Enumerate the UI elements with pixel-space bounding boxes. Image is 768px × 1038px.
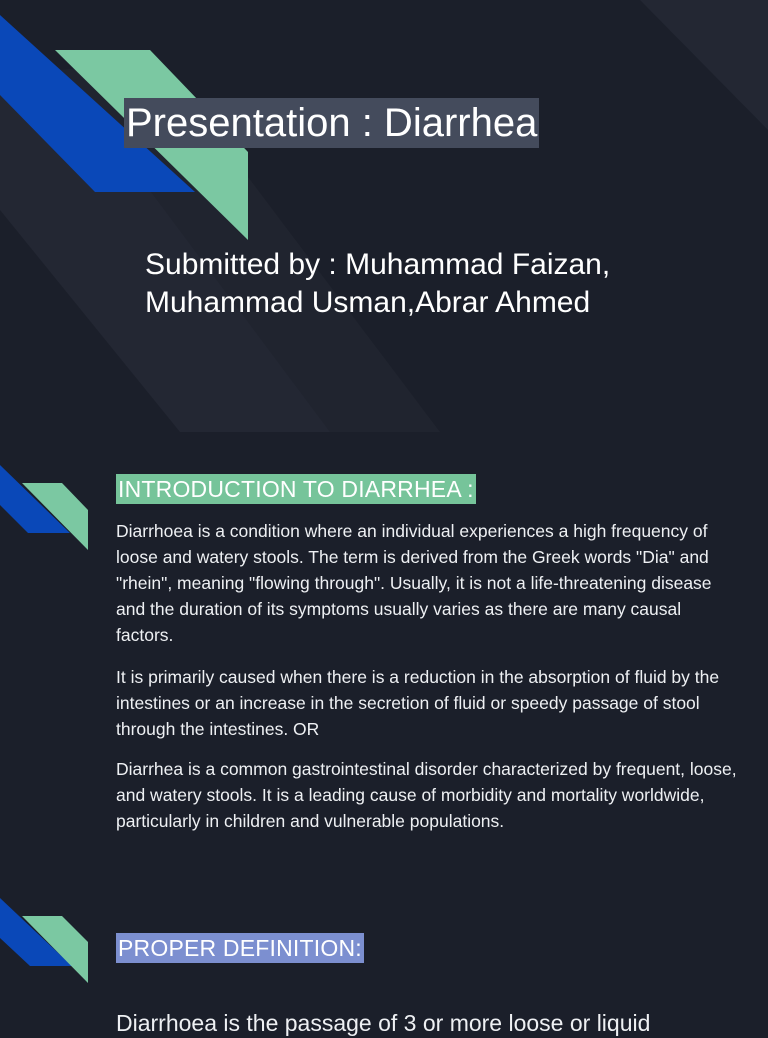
- definition-heading: PROPER DEFINITION:: [118, 935, 362, 961]
- presentation-subtitle: Submitted by : Muhammad Faizan, Muhammad Usman,Abrar Ahmed: [145, 248, 611, 319]
- presentation-title: Presentation : Diarrhea: [124, 98, 539, 148]
- definition-paragraph: Diarrhoea is the passage of 3 or more loose or liquid: [116, 1010, 651, 1036]
- intro-paragraph: It is primarily caused when there is a reduction in the absorption of fluid by the intestines or an increase in the secretion of fluid or speedy passage of stool through the intestines. OR: [116, 667, 720, 739]
- intro-paragraph: Diarrhea is a common gastrointestinal disorder characterized by frequent, loose, and watery stools. It is a leading cause of morbidity and mortality worldwide, particularly in children and vulnerable populations.: [116, 759, 737, 831]
- introduction-heading: INTRODUCTION TO DIARRHEA :: [118, 476, 474, 502]
- intro-paragraph: Diarrhoea is a condition where an individual experiences a high frequency of loose and watery stools. The term is derived from the Greek words "Dia" and "rhein", meaning "flowing through". Usually, it is not a life-threatening disease and the duration of its symptoms usually varies as there are many causal factors.: [116, 521, 712, 645]
